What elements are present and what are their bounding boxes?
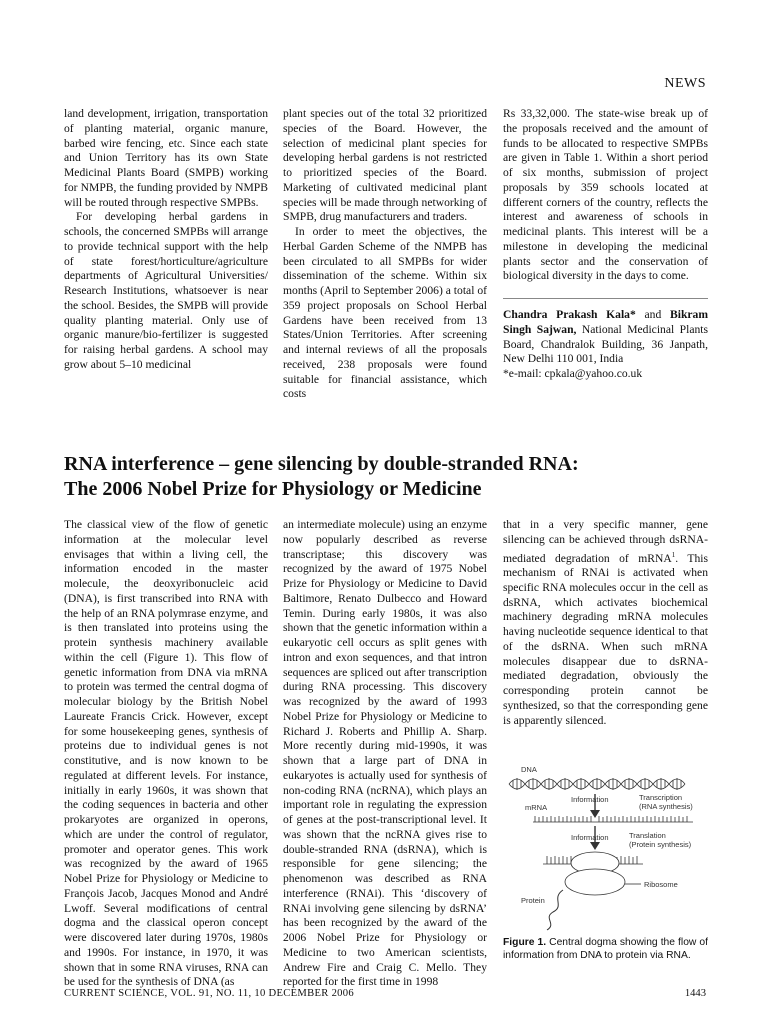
author-email: *e-mail: cpkala@yahoo.co.uk (503, 367, 643, 380)
text-run: that in a very specific manner, gene silencing can be achieved through dsRNA-mediated degradation of mRNA (503, 518, 708, 565)
previous-article-column-2 (283, 107, 487, 402)
mrna-label: mRNA (525, 803, 548, 812)
translation-label: Translation (629, 831, 666, 840)
author-block (503, 298, 708, 382)
paragraph: In order to meet the objectives, the Herbal Garden Scheme of the NMPB has been circulated to all SMPBs for wider dissemination of the scheme. Within six months (April to September 2006) a total of 359 project proposals on School Herbal Gardens have been received from 13 States/Union Territories. After screening and internal reviews of all the proposals received, 238 proposals were found suitable for financial assistance, which costs (283, 225, 487, 401)
transcription-label: Transcription (639, 793, 683, 802)
previous-article-column-3 (503, 107, 708, 382)
paragraph: an intermediate molecule) using an enzyme now popularly described as reverse transcriptase; this discovery was recognized by the award of 1975 Nobel Prize for Physiology or Medicine to David Baltimore, Renato Dulbecco and Howard Temin. During early 1980s, it was also shown that the genetic information within a eukaryotic cell occurs as split genes with intron and exon sequences, and that intron sequences are spliced out after transcription during RNA processing. This discovery was recognized by the award of 1993 Nobel Prize for Physiology or Medicine to Richard J. Roberts and Phillip A. Sharp. More recently during mid-1990s, it was shown that a large part of DNA in eukaryotes is actually used for synthesis of non-coding RNA (ncRNA), which plays an important role in regulating the expression of genes at the post-transcriptional level. It was shown that the ncRNA gives rise to double-stranded RNA (dsRNA), which is responsible for gene silencing; the phenomenon was described as RNA interference (RNAi). This ‘discovery of RNAi involving gene silencing by dsRNA’ has been recognized by the award of the 2006 Nobel Prize for Physiology or Medicine to two American scientists, Andrew Fire and Craig C. Mello. They reported for the first time in 1998 (283, 518, 487, 989)
information-label: Information (571, 795, 609, 804)
article-column-2 (283, 518, 487, 990)
protein-synthesis-label: (Protein synthesis) (629, 840, 692, 849)
figure-caption-label: Figure 1. (503, 937, 547, 948)
dna-label: DNA (521, 765, 537, 774)
figure-caption-text: Central dogma showing the flow of information from DNA to protein via RNA. (503, 937, 708, 961)
text-run: . This mechanism of RNAi is activated when specific RNA molecules occur in the cell as dsRNA, which activates biochemical machinery degrading mRNA molecules having nucleotide sequence identical to that of the dsRNA. When such mRNA molecules disappear due to dsRNA-mediated degradation, obviously the corresponding protein cannot be synthesized, so that the corresponding gene is apparently silenced. (503, 551, 708, 727)
ribosome-assembly (543, 852, 643, 895)
protein-label: Protein (521, 896, 545, 905)
paragraph: Rs 33,32,000. The state-wise break up of the proposals received and the amount of funds to be allocated to respective SMPBs are given in Table 1. Within a short period of six months, submission of project proposals by 359 schools located at different corners of the country, reflects the interest and awareness of schools in medicinal plants. This interest will be a milestone in developing the medicinal plants sector and the conservation of biological diversity in the days to come. (503, 107, 708, 283)
mrna-strand (533, 816, 693, 822)
paragraph: For developing herbal gardens in schools, the concerned SMPBs will arrange to provide technical support with the help of state forest/horticulture/agriculture departments of Agricultural Universities/ Research Institutions, whatsoever is near the school. Besides, the SMPB will provide quality planting material. Only use of organic manure/bio-fertilizer is suggested for raising herbal gardens. A school may grow about 5–10 medicinal (64, 210, 268, 371)
article-title-line-1: RNA interference – gene silencing by double-stranded RNA: (64, 453, 579, 475)
reference-superscript: 1 (671, 550, 676, 559)
central-dogma-diagram (503, 760, 708, 935)
author-name: Chandra Prakash Kala* (503, 308, 636, 321)
paragraph: plant species out of the total 32 prioritized species of the Board. However, the selection of medicinal plant species for developing herbal gardens is not restricted to prioritized species of the Board. Marketing of cultivated medicinal plant species will be made through networking of SMPB, drug manufacturers and traders. (283, 107, 487, 224)
article-title-line-2: The 2006 Nobel Prize for Physiology or Medicine (64, 478, 482, 500)
previous-article-column-1 (64, 107, 268, 373)
article-column-3 (503, 518, 708, 728)
paragraph (503, 518, 708, 728)
arrow-head-icon (590, 810, 600, 818)
figure-central-dogma (503, 760, 708, 935)
ribosome-label: Ribosome (644, 880, 678, 889)
author-conjunction: and (635, 308, 670, 321)
rna-synthesis-label: (RNA synthesis) (639, 802, 693, 811)
footer-journal-citation: CURRENT SCIENCE, VOL. 91, NO. 11, 10 DECEMBER 2006 (64, 988, 354, 999)
figure-caption (503, 937, 708, 962)
paragraph: The classical view of the flow of genetic information at the molecular level envisages that within a living cell, the information encoded in the master molecule, the deoxyribonucleic acid (DNA), is first transcribed into RNA with the help of an RNA polymrase enzyme, and is then translated into proteins using the protein synthesis machinery available within the cell (Figure 1). This flow of genetic information from DNA via mRNA to protein was termed the central dogma of molecular biology by the British Nobel Laureate Francis Crick. However, except for some housekeeping genes, synthesis of proteins due to individual genes is not constitutive, and is now known to be regulated at different levels. For instance, initially in early 1960s, it was shown that the coding sequences in bacteria and other prokaryotes are organized in operons, which are under the control of regulator, promoter and operator genes. This work was recognized by the award of 1965 Nobel Prize for Physiology or Medicine to François Jacob, Jacques Monod and André Lwoff. Several modifications of central dogma and the classical operon concept were discovered later during 1970s, 1980s and 1990s. For instance, in 1970, it was shown that in some RNA viruses, RNA can be used for the synthesis of DNA (as (64, 518, 268, 989)
information-label: Information (571, 833, 609, 842)
author-affiliation: National Medicinal Plants Board, Chandralok Building, 36 Janpath, New Delhi 110 001, India (503, 322, 708, 366)
dna-helix (509, 778, 685, 790)
page-number: 1443 (684, 988, 706, 999)
article-title (64, 452, 704, 502)
arrow-head-icon (590, 842, 600, 850)
protein-chain-icon (547, 890, 563, 930)
section-label: NEWS (664, 76, 706, 91)
paragraph: land development, irrigation, transportation of planting material, organic manure, barbed wire fencing, etc. Since each state and Union Territory has its own State Medicinal Plants Board (SMPB) working for NMPB, the funding provided by NMPB will be routed through respective SMPBs. (64, 107, 268, 209)
author-name: Bikram Singh Sajwan, (503, 308, 708, 336)
article-column-1 (64, 518, 268, 990)
